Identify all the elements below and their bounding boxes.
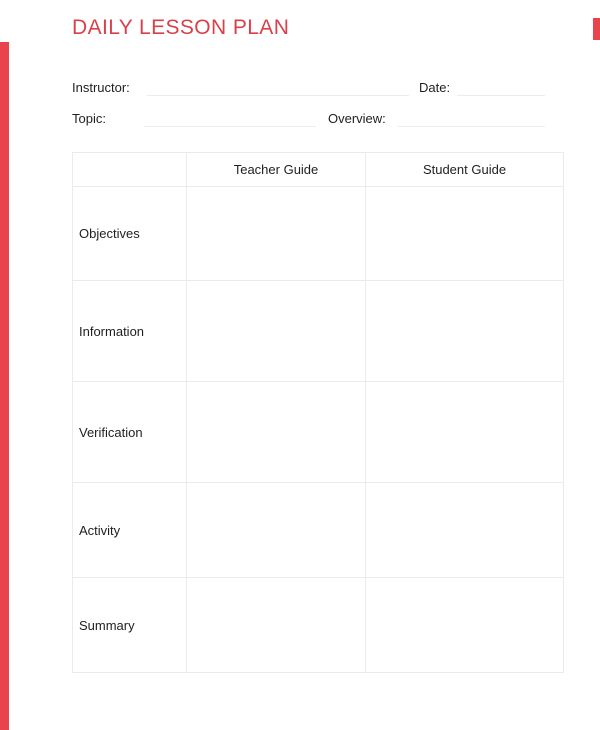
student-guide-cell[interactable] (366, 382, 564, 483)
table-row (73, 187, 564, 281)
teacher-guide-cell[interactable] (187, 483, 366, 578)
date-field[interactable] (457, 95, 545, 96)
row-label-objectives: Objectives (73, 187, 187, 281)
topic-field[interactable] (144, 126, 316, 127)
instructor-label: Instructor: (72, 80, 130, 95)
date-label: Date: (419, 80, 451, 95)
lesson-plan-table (72, 152, 564, 673)
table-row (73, 578, 564, 673)
row-label-activity: Activity (73, 483, 187, 578)
student-guide-cell[interactable] (366, 483, 564, 578)
overview-field[interactable] (398, 126, 545, 127)
overview-label: Overview: (328, 111, 386, 126)
row-label-information: Information (73, 281, 187, 382)
header-teacher-guide: Teacher Guide (187, 153, 366, 187)
student-guide-cell[interactable] (366, 578, 564, 673)
topic-label: Topic: (72, 111, 106, 126)
row-label-verification: Verification (73, 382, 187, 483)
table-row (73, 281, 564, 382)
student-guide-cell[interactable] (366, 187, 564, 281)
right-accent-tab (593, 18, 600, 40)
teacher-guide-cell[interactable] (187, 281, 366, 382)
student-guide-cell[interactable] (366, 281, 564, 382)
teacher-guide-cell[interactable] (187, 382, 366, 483)
left-accent-bar (0, 42, 9, 730)
header-cell-blank (73, 153, 187, 187)
table-header-row (73, 153, 564, 187)
page-title: DAILY LESSON PLAN (72, 16, 290, 39)
instructor-field[interactable] (147, 95, 409, 96)
row-label-summary: Summary (73, 578, 187, 673)
table-row (73, 483, 564, 578)
teacher-guide-cell[interactable] (187, 578, 366, 673)
table-row (73, 382, 564, 483)
teacher-guide-cell[interactable] (187, 187, 366, 281)
header-student-guide: Student Guide (366, 153, 564, 187)
